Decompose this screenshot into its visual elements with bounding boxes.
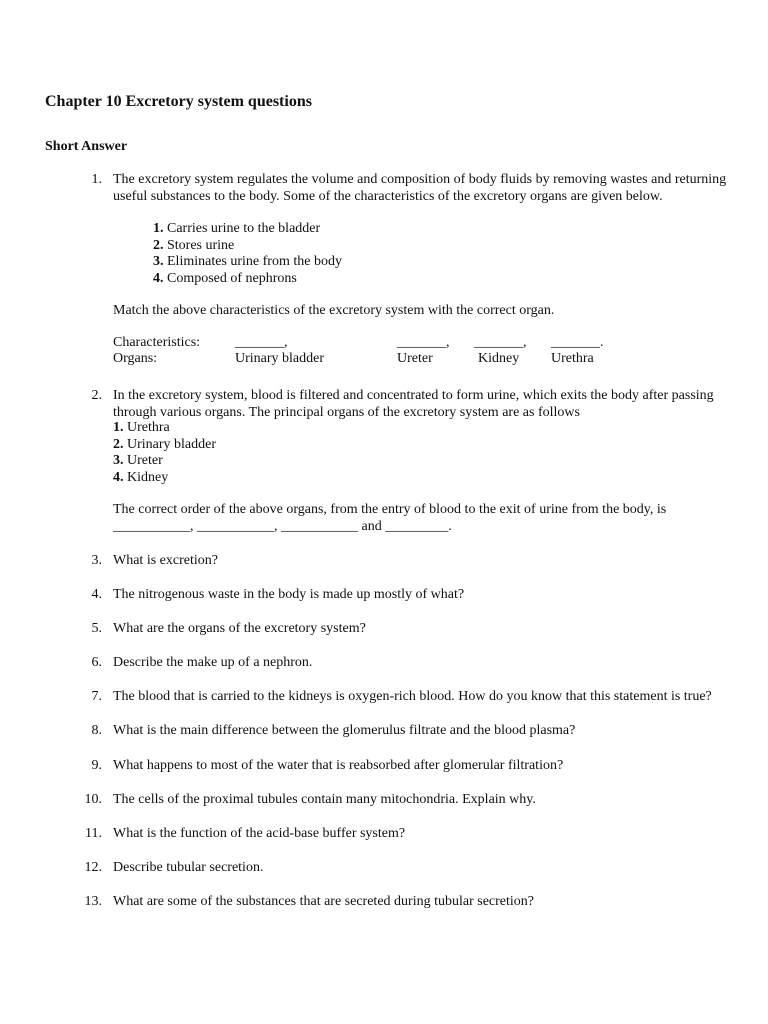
list-item: 3. Eliminates urine from the body (153, 254, 342, 269)
answer-blank[interactable]: _______, (397, 335, 450, 350)
question-number: 4. (91, 587, 102, 602)
question-text: In the excretory system, blood is filtered and concentrated to form urine, which exits the body after passing through various organs. The principal organs of the excretory system are as follows (113, 388, 714, 420)
organ-name: Urethra (551, 351, 594, 366)
question-number: 12. (84, 860, 102, 875)
list-item: 4. Composed of nephrons (153, 270, 297, 286)
question-number: 1. (91, 172, 102, 187)
organ-name: Urinary bladder (235, 351, 325, 366)
question-number: 9. (91, 758, 102, 773)
question-text: The nitrogenous waste in the body is made up mostly of what? (113, 587, 465, 602)
list-item: 2. Urinary bladder (113, 436, 217, 452)
question-text: What are the organs of the excretory system? (113, 621, 366, 636)
question-text: The cells of the proximal tubules contain many mitochondria. Explain why. (113, 792, 536, 807)
organ-name: Kidney (478, 351, 520, 366)
question-text: What is the function of the acid-base buffer system? (113, 826, 406, 841)
answer-blank[interactable]: _______, (474, 335, 527, 350)
question-text: Describe tubular secretion. (113, 860, 264, 875)
organ-name: Ureter (397, 351, 433, 366)
question-number: 10. (84, 792, 102, 807)
characteristics-list (153, 221, 342, 287)
question-number: 3. (91, 553, 102, 568)
section-heading: Short Answer (45, 139, 128, 154)
organs-label: Organs: (113, 351, 158, 366)
list-item: 1. Carries urine to the bladder (153, 221, 321, 236)
list-item: 3. Ureter (113, 453, 163, 468)
question-number: 7. (91, 689, 102, 704)
question-text: The excretory system regulates the volume and composition of body fluids by removing wastes and returning useful substances to the body. Some of the characteristics of the excretory organs are given below. (113, 172, 727, 204)
characteristics-label: Characteristics: (113, 335, 201, 350)
question-number: 11. (85, 826, 102, 841)
order-question: The correct order of the above organs, from the entry of blood to the exit of urine from the body, is ___________, ___________, ___________ and _________. (113, 502, 667, 534)
question-text: Describe the make up of a nephron. (113, 655, 313, 670)
question-text: The blood that is carried to the kidneys is oxygen-rich blood. How do you know that this statement is true? (113, 689, 712, 704)
question-text: What happens to most of the water that is reabsorbed after glomerular filtration? (113, 758, 564, 773)
question-number: 13. (84, 894, 102, 909)
page-title: Chapter 10 Excretory system questions (45, 93, 312, 110)
answer-blank[interactable]: _______. (551, 335, 604, 350)
answer-blank[interactable]: _______, (235, 335, 288, 350)
question-number: 2. (91, 388, 102, 403)
question-text: What are some of the substances that are secreted during tubular secretion? (113, 894, 534, 909)
question-number: 5. (91, 621, 102, 636)
question-text: What is the main difference between the glomerulus filtrate and the blood plasma? (113, 723, 576, 738)
organs-list (113, 420, 216, 486)
question-number: 6. (91, 655, 102, 670)
list-item: 1. Urethra (113, 420, 170, 435)
question-number: 8. (91, 723, 102, 738)
list-item: 2. Stores urine (153, 237, 235, 253)
question-text: What is excretion? (113, 553, 218, 568)
match-instruction: Match the above characteristics of the excretory system with the correct organ. (113, 303, 555, 318)
list-item: 4. Kidney (113, 469, 169, 485)
